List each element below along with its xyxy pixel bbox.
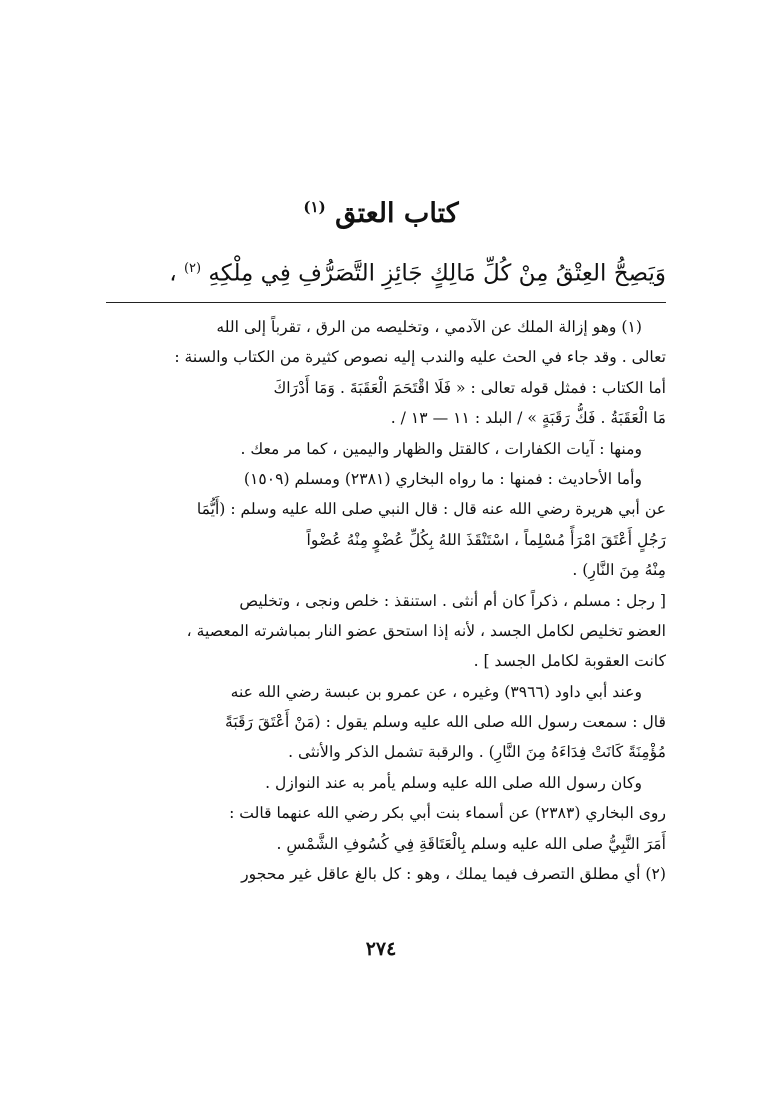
- chapter-title-text: كتاب العتق: [335, 198, 459, 229]
- footnote-line: مُؤْمِنَةً كَانَتْ فِدَاءَهُ مِنَ النَّارِ) . والرقبة تشمل الذكر والأنثى .: [288, 743, 666, 762]
- footnote-separator: [106, 302, 666, 303]
- footnote-line: وأما الأحاديث : فمنها : ما رواه البخاري (٢٣٨١) ومسلم (١٥٠٩): [243, 469, 642, 488]
- page-number: ٢٧٤: [365, 938, 397, 960]
- footnote-line: ومنها : آيات الكفارات ، كالقتل والظهار واليمين ، كما مر معك .: [240, 439, 642, 458]
- footnote-line: قال : سمعت رسول الله صلى الله عليه وسلم يقول : (مَنْ أَعْتَقَ رَقَبَةً: [225, 713, 666, 732]
- footnote-line: وكان رسول الله صلى الله عليه وسلم يأمر به عند النوازل .: [265, 773, 642, 792]
- footnotes: [106, 312, 666, 889]
- footnote-line: مِنْهُ مِنَ النَّارِ) .: [572, 561, 666, 580]
- footnote-line: أَمَرَ النَّبِيُّ صلى الله عليه وسلم بِالْعَتَاقَةِ فِي كُسُوفِ الشَّمْسِ .: [276, 834, 666, 853]
- footnote-line: رَجُلٍ أَعْتَقَ امْرَأً مُسْلِماً ، اسْتَنْقَذَ اللهُ بِكُلِّ عُضْوٍ مِنْهُ عُضْواً: [306, 530, 666, 549]
- footnote-line: (١) وهو إزالة الملك عن الآدمي ، وتخليصه من الرق ، تقرباً إلى الله: [216, 318, 642, 336]
- chapter-title: [0, 198, 762, 229]
- main-text-body: وَيَصِحُّ العِتْقُ مِنْ كُلِّ مَالِكٍ جَائِزِ التَّصَرُّفِ فِي مِلْكِهِ: [208, 260, 666, 287]
- footnote-line: مَا الْعَقَبَةُ . فَكُّ رَقَبَةٍ » / البلد : ١١ — ١٣ / .: [390, 409, 666, 428]
- main-text: [106, 252, 666, 291]
- main-text-end: ،: [169, 260, 177, 287]
- title-footnote-marker: (١): [303, 198, 326, 216]
- footnote-line: (٢) أي مطلق التصرف فيما يملك ، وهو : كل بالغ عاقل غير محجور: [241, 865, 666, 884]
- footnote-line: أما الكتاب : فمثل قوله تعالى : « فَلَا اقْتَحَمَ الْعَقَبَةَ . وَمَا أَدْرَاكَ: [273, 378, 666, 397]
- main-text-footnote-marker: (٢): [183, 261, 202, 276]
- footnote-line: [ رجل : مسلم ، ذكراً كان أم أنثى . استنقذ : خلص ونجى ، وتخليص: [239, 591, 666, 610]
- footnote-line: عن أبي هريرة رضي الله عنه قال : قال النبي صلى الله عليه وسلم : (أَيُّمَا: [196, 500, 666, 519]
- footnote-line: روى البخاري (٢٣٨٣) عن أسماء بنت أبي بكر رضي الله عنهما قالت :: [229, 804, 666, 823]
- footnote-line: كانت العقوبة لكامل الجسد ] .: [473, 652, 666, 671]
- footnote-line: العضو تخليص لكامل الجسد ، لأنه إذا استحق عضو النار بمباشرته المعصية ،: [186, 621, 666, 640]
- footnote-line: وعند أبي داود (٣٩٦٦) وغيره ، عن عمرو بن عبسة رضي الله عنه: [230, 682, 642, 701]
- footnote-line: تعالى . وقد جاء في الحث عليه والندب إليه نصوص كثيرة من الكتاب والسنة :: [174, 348, 666, 367]
